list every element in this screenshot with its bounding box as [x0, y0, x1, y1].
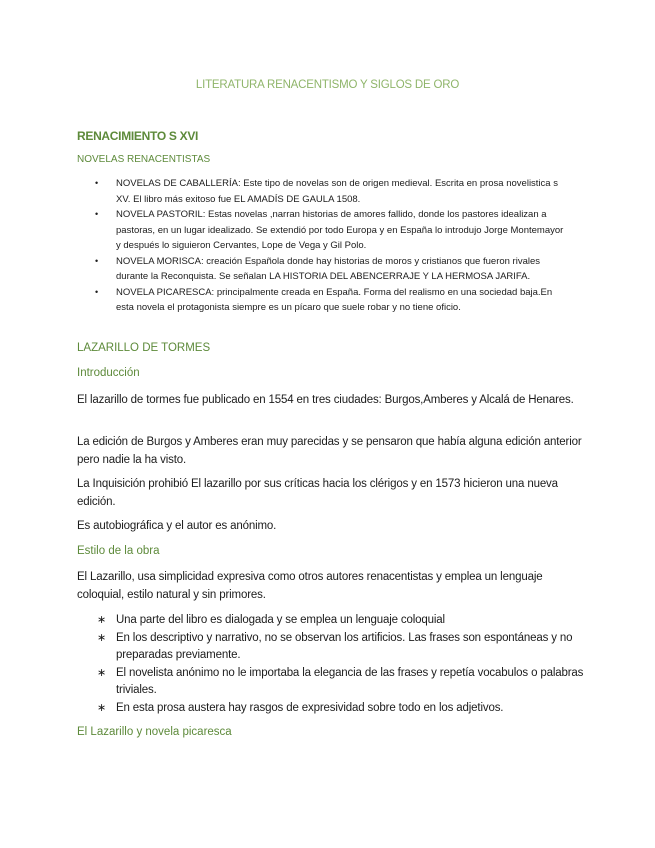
list-item	[77, 630, 587, 665]
list-item	[77, 612, 587, 630]
list-item-text: NOVELA PICARESCA: principalmente creada en España. Forma del realismo en una sociedad baja.En esta novela el protagonista siempre es un pícaro que suele robar y no tiene oficio.	[116, 286, 553, 313]
style-heading: Estilo de la obra	[77, 545, 160, 557]
list-item-text: El novelista anónimo no le importaba la elegancia de las frases y repetía vocabulos o palabras triviales.	[116, 666, 584, 696]
style-points-list	[77, 612, 587, 717]
document-title: LITERATURA RENACENTISMO Y SIGLOS DE ORO	[195, 79, 460, 91]
intro-paragraph-2: La edición de Burgos y Amberes eran muy parecidas y se pensaron que había alguna edición anterior pero nadie la ha visto.	[77, 436, 582, 466]
list-item	[77, 665, 587, 700]
asterisk-bullet-icon: ∗	[97, 666, 107, 679]
list-item	[77, 285, 567, 316]
bullet-icon: •	[95, 209, 99, 219]
bullet-icon: •	[95, 255, 99, 266]
list-item-text: Una parte del libro es dialogada y se emplea un lenguaje coloquial	[116, 614, 445, 626]
list-item	[77, 207, 567, 254]
list-item	[77, 700, 587, 718]
bullet-icon: •	[95, 286, 99, 297]
intro-heading: Introducción	[77, 367, 140, 379]
list-item	[77, 254, 567, 285]
section-heading: RENACIMIENTO S XVI	[77, 129, 199, 143]
intro-paragraph-1: El lazarillo de tormes fue publicado en 1554 en tres ciudades: Burgos,Amberes y Alcalá de Henares.	[77, 394, 574, 406]
asterisk-bullet-icon: ∗	[97, 701, 107, 714]
lazarillo-heading: LAZARILLO DE TORMES	[77, 342, 211, 354]
subsection-heading: NOVELAS RENACENTISTAS	[77, 154, 211, 165]
list-item	[77, 176, 567, 207]
list-item-text: En los descriptivo y narrativo, no se observan los artificios. Las frases son espontáneas y no preparadas previamente.	[116, 631, 573, 661]
picaresque-heading: El Lazarillo y novela picaresca	[77, 726, 232, 738]
style-paragraph: El Lazarillo, usa simplicidad expresiva como otros autores renacentistas y emplea un lenguaje coloquial, estilo natural y sin primores.	[77, 571, 543, 601]
bullet-icon: •	[95, 178, 99, 188]
novel-types-list	[77, 176, 567, 316]
list-item-text: NOVELAS DE CABALLERÍA: Este tipo de novelas son de origen medieval. Escrita en prosa novelistica s XV. El libro más exitoso fue EL AMADÍS DE GAULA 1508.	[116, 178, 558, 205]
asterisk-bullet-icon: ∗	[97, 631, 107, 644]
list-item-text: NOVELA PASTORIL: Estas novelas ,narran historias de amores fallido, donde los pastores idealizan a pastoras, en un lugar idealizado. Se extendió por todo Europa y en España lo introdujo Jorge Montemayor y después lo siguieron Cervantes, Lope de Vega y Gil Polo.	[116, 209, 564, 251]
list-item-text: En esta prosa austera hay rasgos de expresividad sobre todo en los adjetivos.	[116, 701, 504, 714]
list-item-text: NOVELA MORISCA: creación Española donde hay historias de moros y cristianos que fueron rivales durante la Reconquista. Se señalan LA HISTORIA DEL ABENCERRAJE Y LA HERMOSA JARIFA.	[116, 255, 541, 282]
intro-paragraph-4: Es autobiográfica y el autor es anónimo.	[77, 520, 277, 532]
asterisk-bullet-icon: ∗	[97, 614, 107, 626]
intro-paragraph-3: La Inquisición prohibió El lazarillo por sus críticas hacia los clérigos y en 1573 hicieron una nueva edición.	[77, 478, 558, 508]
